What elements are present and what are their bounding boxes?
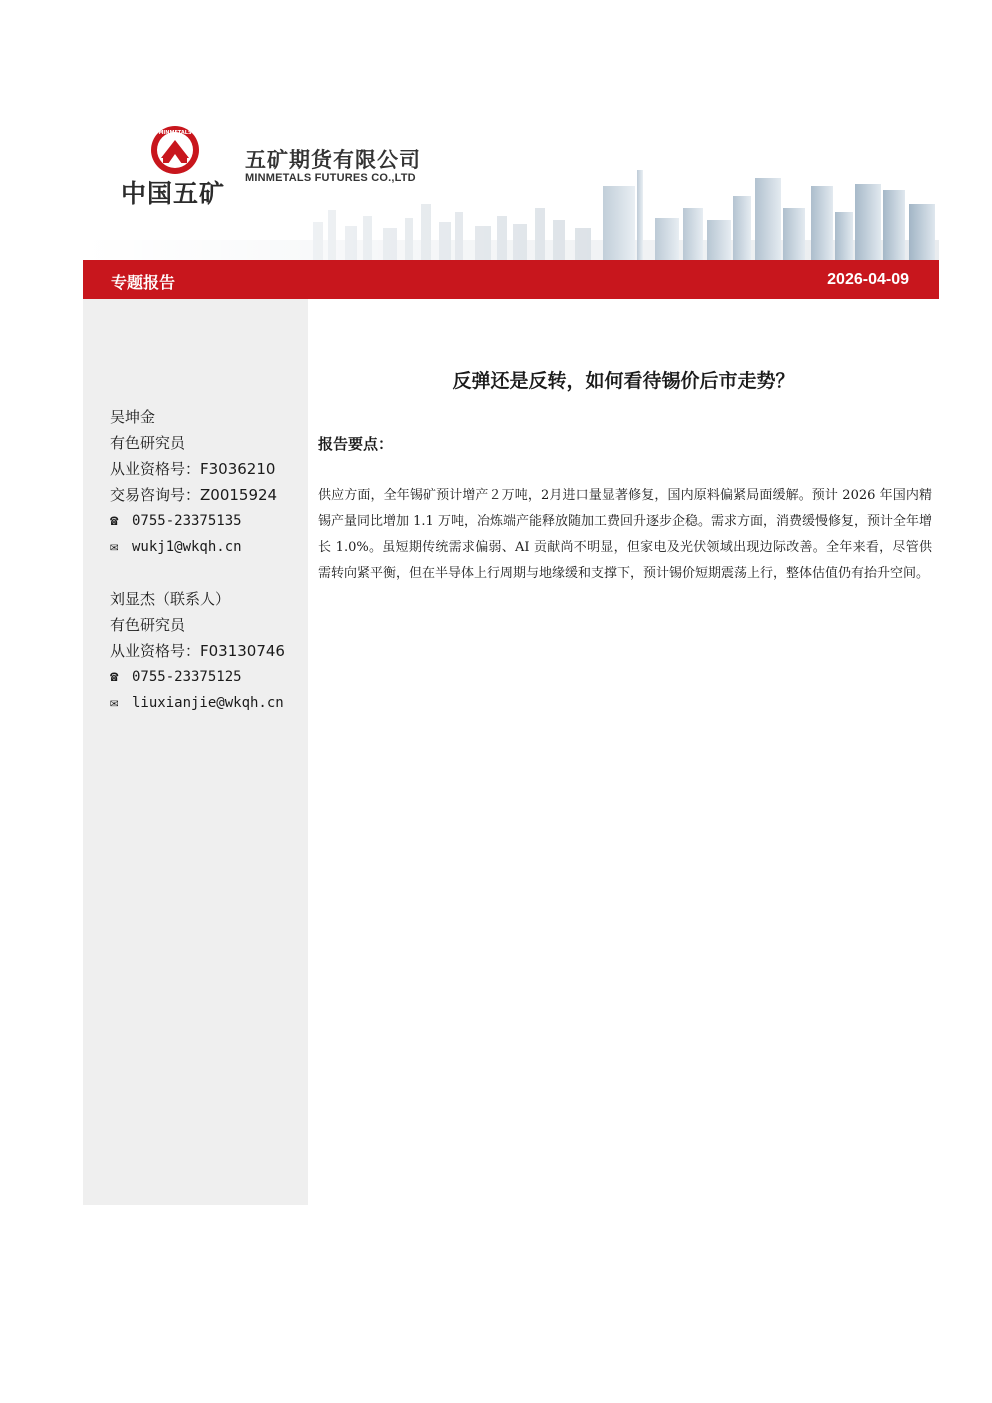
report-header bbox=[83, 100, 939, 260]
report-type-label: 专题报告 bbox=[111, 273, 176, 292]
analyst-email[interactable]: liuxianjie@wkqh.cn bbox=[132, 695, 284, 711]
emblem-text: MINMETALS bbox=[158, 130, 192, 136]
analyst-email[interactable]: wukj1@wkqh.cn bbox=[132, 539, 242, 555]
analyst-phone: 0755-23375135 bbox=[132, 513, 242, 529]
analyst-phone: 0755-23375125 bbox=[132, 669, 242, 685]
envelope-icon: ✉ bbox=[110, 695, 119, 711]
company-name-en: MINMETALS FUTURES CO.,LTD bbox=[245, 172, 416, 184]
summary-paragraph: 供应方面，全年锡矿预计增产２万吨，2月进口量显著修复，国内原料偏紧局面缓解。预计 2026 年国内精锡产量同比增加 1.1 万吨，冶炼端产能释放随加工费回升逐步企稳。需求方面，消费缓慢修复，预计全年增长 1.0%。虽短期传统需求偏弱、AI 贡献尚不明显，但家电及光伏领域出现边际改善。全年来看，尽管供需转向紧平衡，但在半导体上行周期与地缘缓和支撑下，预计锡价短期震荡上行，整体估值仍有抬升空间。 bbox=[318, 488, 932, 581]
report-type-banner bbox=[83, 260, 939, 299]
analyst-consult-number: 交易咨询号：Z0015924 bbox=[110, 486, 278, 504]
analyst-phone-row bbox=[110, 508, 277, 534]
summary-heading: 报告要点： bbox=[318, 435, 394, 453]
analyst-license: 从业资格号：F03130746 bbox=[110, 642, 285, 660]
envelope-icon: ✉ bbox=[110, 539, 119, 555]
company-name-cn: 五矿期货有限公司 bbox=[245, 148, 421, 172]
report-title: 反弹还是反转，如何看待锡价后市走势？ bbox=[452, 370, 795, 392]
analyst-card-2 bbox=[110, 586, 285, 716]
analyst-email-row[interactable] bbox=[110, 534, 277, 560]
minmetals-emblem-icon bbox=[149, 124, 201, 176]
report-date: 2026-04-09 bbox=[827, 271, 909, 288]
analyst-role: 有色研究员 bbox=[110, 616, 186, 634]
analyst-sidebar bbox=[83, 299, 308, 1205]
analyst-license: 从业资格号：F3036210 bbox=[110, 460, 276, 478]
analyst-email-row[interactable] bbox=[110, 690, 285, 716]
phone-icon: ☎ bbox=[110, 669, 119, 685]
analyst-name: 吴坤金 bbox=[110, 408, 156, 426]
analyst-phone-row bbox=[110, 664, 285, 690]
analyst-name: 刘显杰（联系人） bbox=[110, 590, 231, 608]
phone-icon: ☎ bbox=[110, 513, 119, 529]
analyst-card-1 bbox=[110, 404, 277, 560]
brand-logo-text: 中国五矿 bbox=[121, 179, 226, 208]
analyst-role: 有色研究员 bbox=[110, 434, 186, 452]
